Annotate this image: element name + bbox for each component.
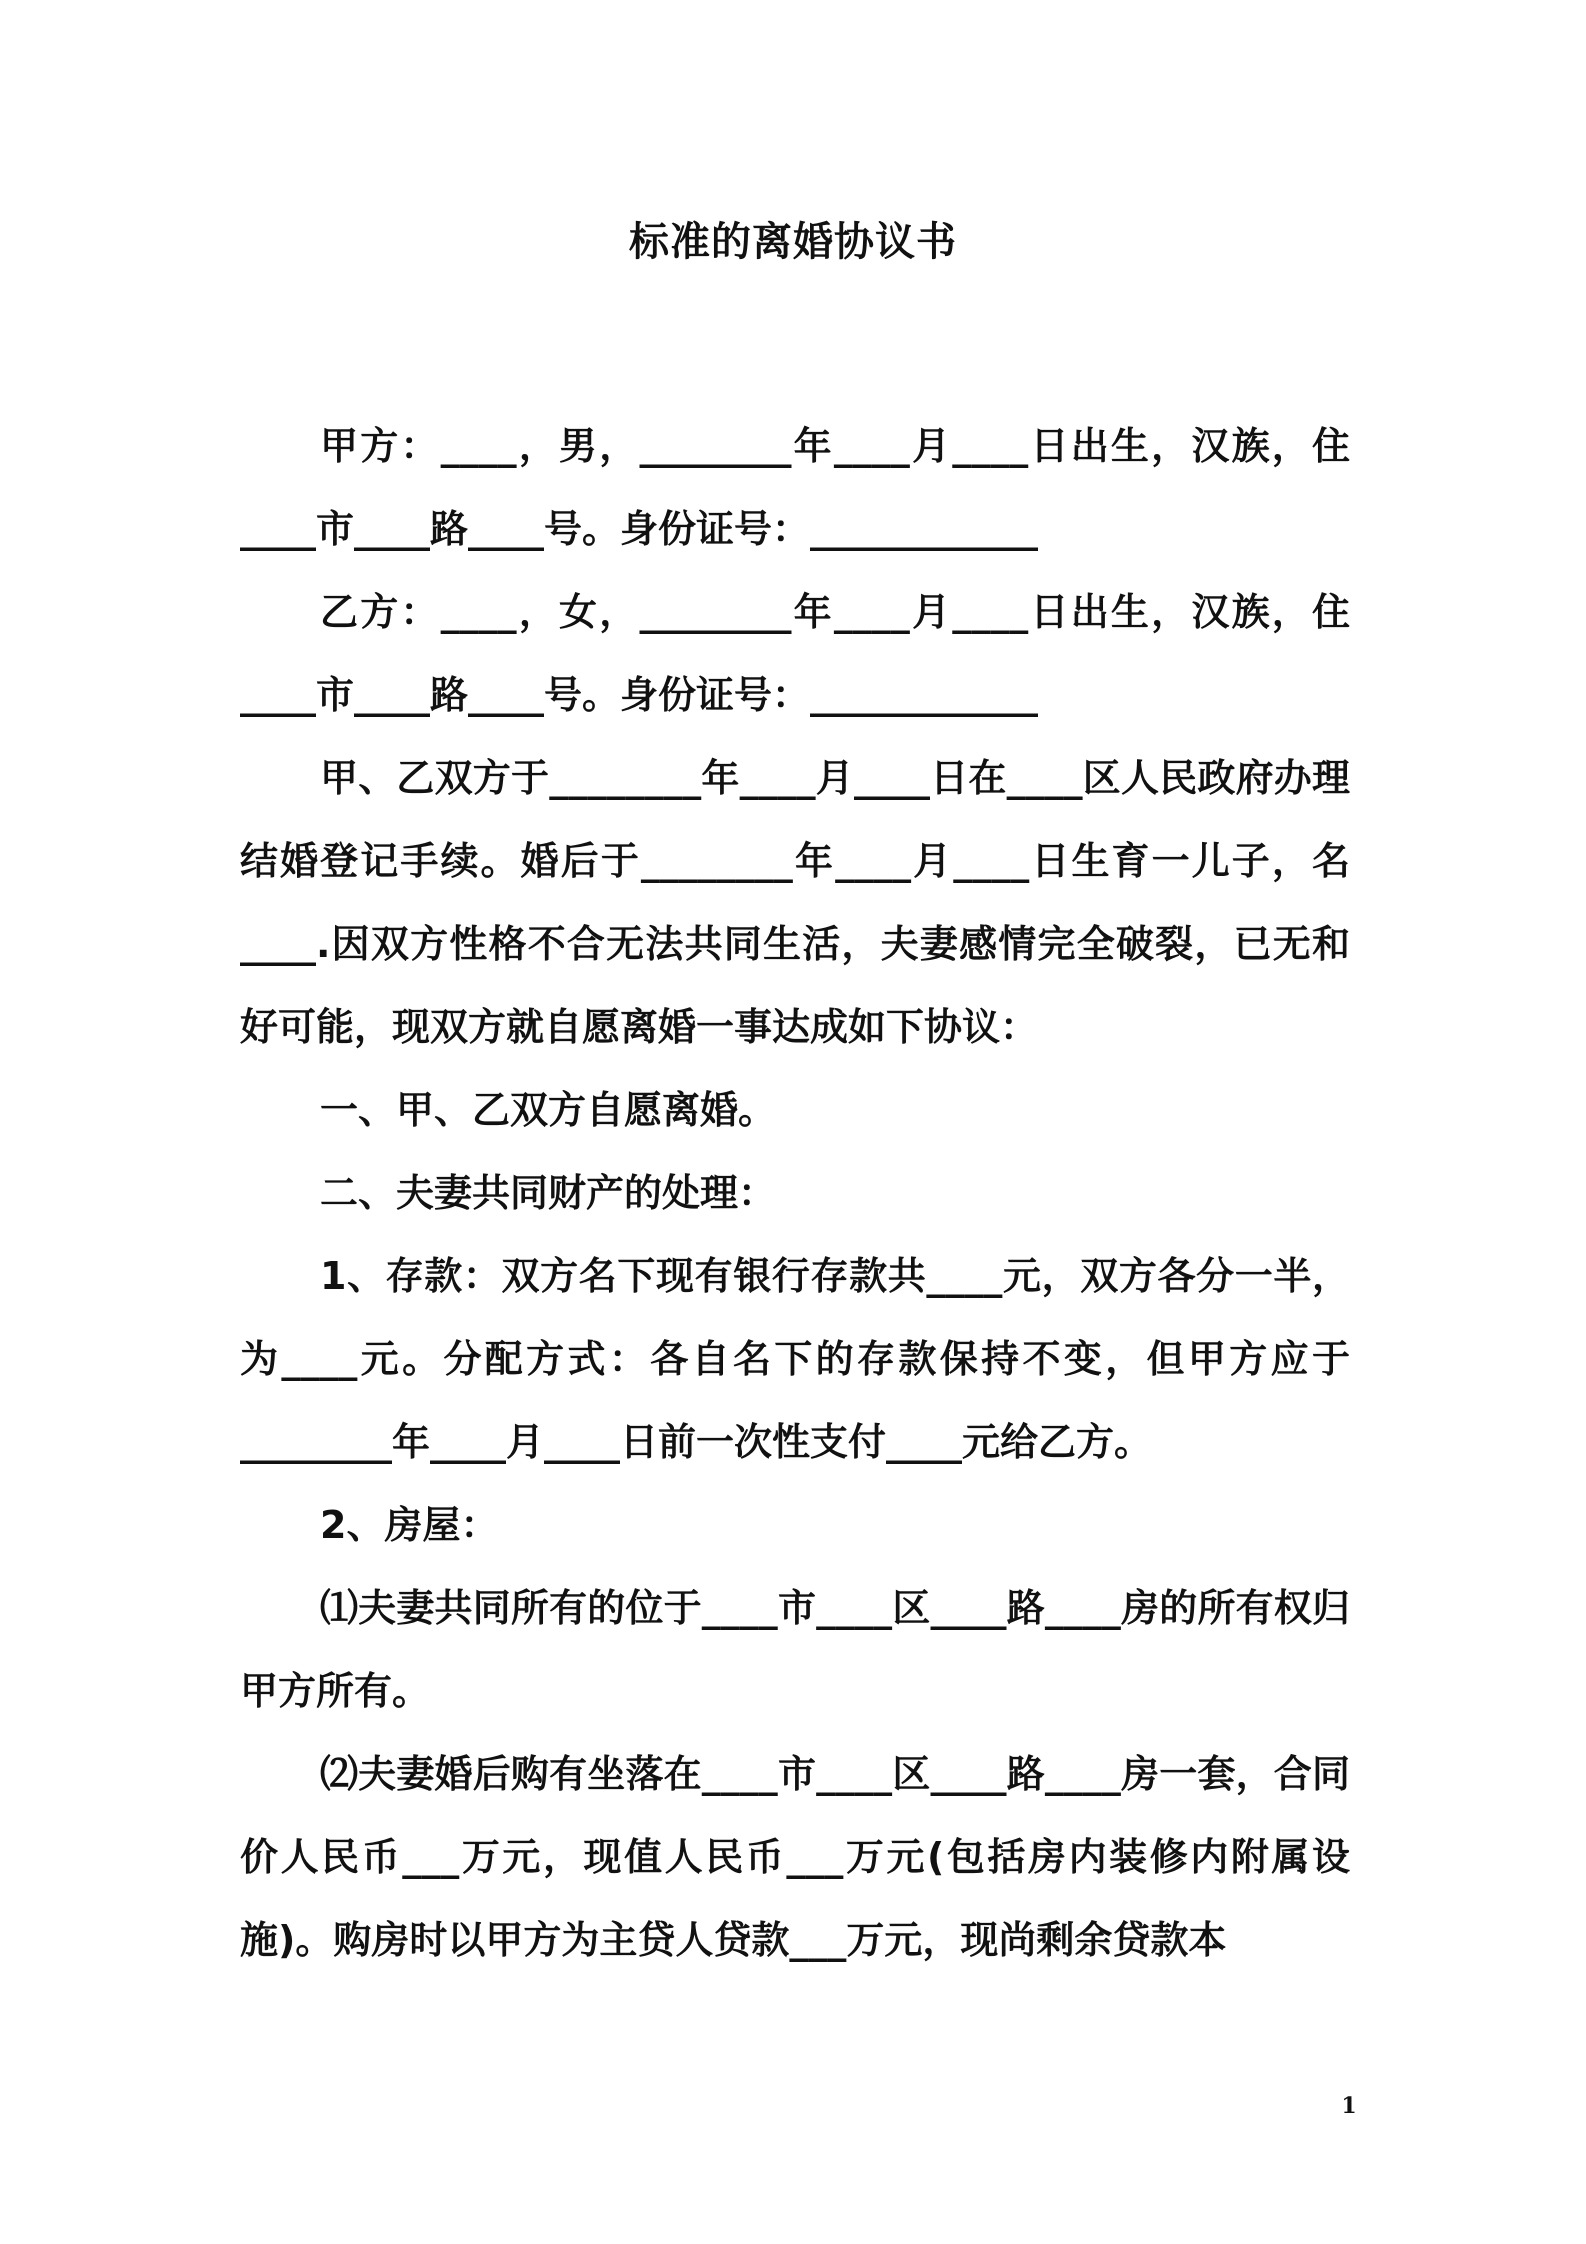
paragraph-housing-1: ⑴夫妻共同所有的位于____市____区____路____房的所有权归甲方所有。 bbox=[240, 1586, 1350, 1713]
paragraph-housing-heading: 2、房屋： bbox=[320, 1503, 499, 1547]
document-title: 标准的离婚协议书 bbox=[629, 219, 957, 265]
paragraph-party-a: 甲方：____，男，________年____月____日出生，汉族，住____市____路____号。身份证号：____________ bbox=[240, 424, 1350, 551]
paragraph-background: 甲、乙双方于________年____月____日在____区人民政府办理结婚登记手续。婚后于________年____月____日生育一儿子，名____.因双方性格不合无法共同生活，夫妻感情完全破裂，已无和好可能，现双方就自愿离婚一事达成如下协议： bbox=[240, 756, 1350, 1049]
paragraph-clause-2: 二、夫妻共同财产的处理： bbox=[320, 1171, 777, 1215]
document-body bbox=[240, 405, 1350, 1982]
paragraph-party-b: 乙方：____，女，________年____月____日出生，汉族，住____市____路____号。身份证号：____________ bbox=[240, 590, 1350, 717]
paragraph-clause-1: 一、甲、乙双方自愿离婚。 bbox=[320, 1088, 777, 1132]
paragraph-housing-2: ⑵夫妻婚后购有坐落在____市____区____路____房一套，合同价人民币___万元，现值人民币___万元(包括房内装修内附属设施)。购房时以甲方为主贷人贷款___万元，现尚剩余贷款本 bbox=[240, 1752, 1350, 1962]
paragraph-deposits: 1、存款：双方名下现有银行存款共____元，双方各分一半，为____元。分配方式：各自名下的存款保持不变，但甲方应于________年____月____日前一次性支付____元给乙方。 bbox=[240, 1254, 1350, 1464]
page-number: 1 bbox=[1341, 2093, 1357, 2119]
